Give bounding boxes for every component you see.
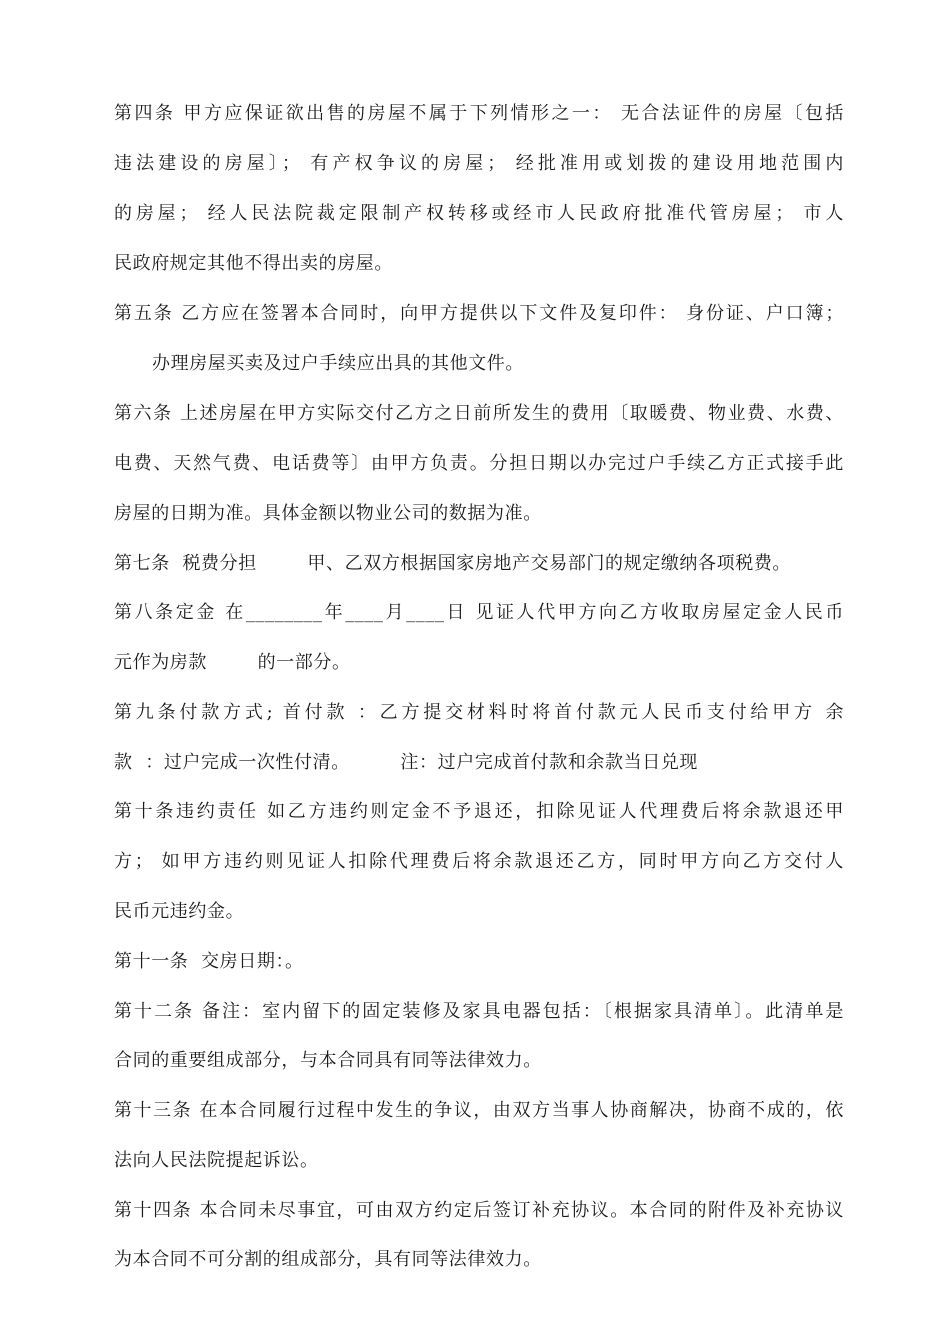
article-4-line-4: 民政府规定其他不得出卖的房屋。 bbox=[114, 253, 393, 274]
article-6-line-1: 第六条 上述房屋在甲方实际交付乙方之日前所发生的费用〔取暖费、物业费、水费、 bbox=[114, 403, 844, 424]
article-4-line-2: 违法建设的房屋〕； 有产权争议的房屋； 经批准用或划拨的建设用地范围内 bbox=[114, 153, 844, 174]
article-4-line-3: 的房屋； 经人民法院裁定限制产权转移或经市人民政府批准代管房屋； 市人 bbox=[114, 203, 844, 224]
article-9-line-1: 第九条付款方式; 首付款 ：乙方提交材料时将首付款元人民币支付给甲方 余 bbox=[114, 702, 844, 723]
article-12-line-1: 第十二条 备注：室内留下的固定装修及家具电器包括：〔根据家具清单〕。此清单是 bbox=[114, 1001, 844, 1022]
article-11-line-1: 第十一条 交房日期：。 bbox=[114, 951, 304, 972]
article-4-line-1: 第四条 甲方应保证欲出售的房屋不属于下列情形之一： 无合法证件的房屋〔包括 bbox=[114, 103, 844, 124]
article-6-line-3: 房屋的日期为准。具体金额以物业公司的数据为准。 bbox=[114, 503, 542, 524]
article-13-line-1: 第十三条 在本合同履行过程中发生的争议，由双方当事人协商解决，协商不成的，依 bbox=[114, 1100, 844, 1121]
article-10-line-2: 方； 如甲方违约则见证人扣除代理费后将余款退还乙方，同时甲方向乙方交付人 bbox=[114, 851, 844, 872]
article-8-line-2: 元作为房款 的一部分。 bbox=[114, 652, 351, 673]
article-10-line-3: 民币元违约金。 bbox=[114, 901, 245, 922]
article-12-line-2: 合同的重要组成部分，与本合同具有同等法律效力。 bbox=[114, 1050, 542, 1071]
article-10-line-1: 第十条违约责任 如乙方违约则定金不予退还，扣除见证人代理费后将余款退还甲 bbox=[114, 801, 844, 822]
article-14-line-1: 第十四条 本合同未尽事宜，可由双方约定后签订补充协议。本合同的附件及补充协议 bbox=[114, 1200, 844, 1221]
article-9-line-2: 款 ：过户完成一次性付清。 注：过户完成首付款和余款当日兑现 bbox=[114, 752, 699, 773]
article-14-line-2: 为本合同不可分割的组成部分，具有同等法律效力。 bbox=[114, 1249, 542, 1270]
article-5-line-2: 办理房屋买卖及过户手续应出具的其他文件。 bbox=[152, 353, 524, 374]
article-6-line-2: 电费、天然气费、电话费等〕由甲方负责。分担日期以办完过户手续乙方正式接手此 bbox=[114, 453, 844, 474]
article-7-line-1: 第七条 税费分担 甲、乙双方根据国家房地产交易部门的规定缴纳各项税费。 bbox=[114, 553, 792, 574]
article-8-line-1: 第八条定金 在________年____月____日 见证人代甲方向乙方收取房屋定金人民币 bbox=[114, 602, 844, 623]
article-5-line-1: 第五条 乙方应在签署本合同时，向甲方提供以下文件及复印件： 身份证、户口簿； bbox=[114, 303, 844, 324]
article-13-line-2: 法向人民法院提起诉讼。 bbox=[114, 1150, 319, 1171]
